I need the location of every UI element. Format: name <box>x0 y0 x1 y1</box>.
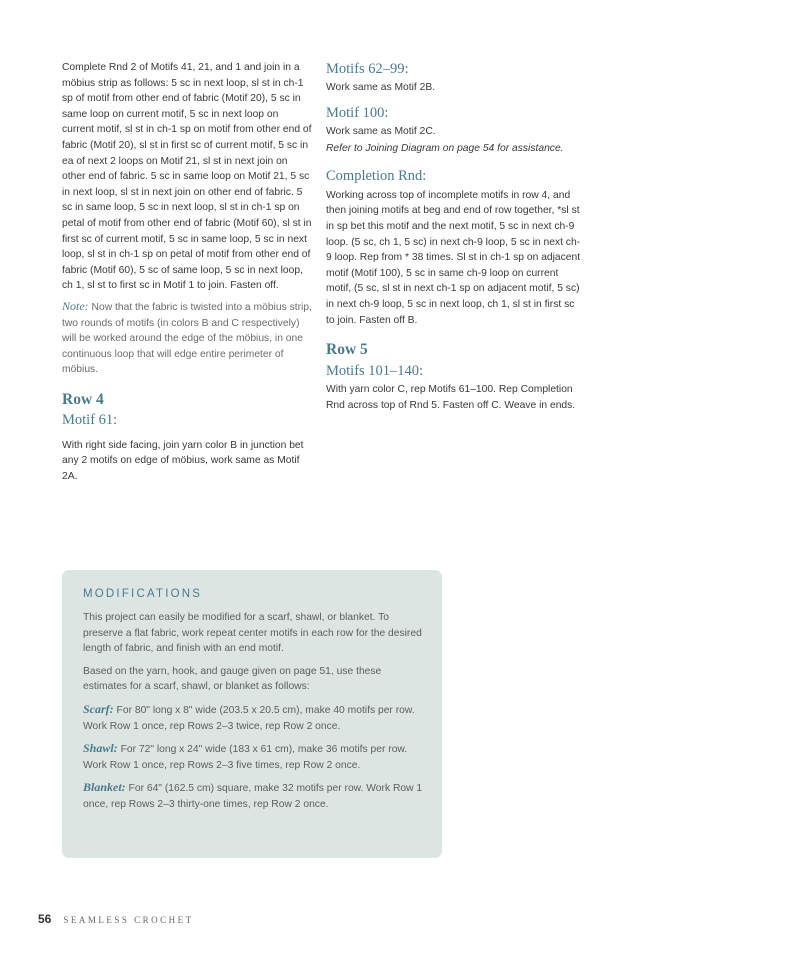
motifs62-heading: Motifs 62–99: <box>326 61 409 77</box>
blanket-text: For 64" (162.5 cm) square, make 32 motifs per row. Work Row 1 once, rep Rows 2–3 thirty-one times, rep Row 2 once. <box>83 783 423 810</box>
shawl-text: For 72" long x 24" wide (183 x 61 cm), make 36 motifs per row. Work Row 1 once, rep Rows 2–3 five times, rep Row 2 once. <box>83 744 408 771</box>
running-title: SEAMLESS CROCHET <box>63 915 194 925</box>
sidebar-paragraph-intro: This project can easily be modified for a scarf, shawl, or blanket. To preserve a flat fabric, work repeat center motifs in each row for the desired length of fabric, and finish with an end motif. <box>83 612 422 655</box>
motif61-heading: Motif 61: <box>62 411 118 428</box>
motifs101-text: With yarn color C, rep Motifs 61–100. Rep Completion Rnd across top of Rnd 5. Fasten off C. Weave in ends. <box>326 384 576 411</box>
page-footer <box>38 912 194 926</box>
motif100-heading: Motif 100: <box>326 104 389 121</box>
row4-heading: Row 4 <box>62 390 104 408</box>
note-text: Now that the fabric is twisted into a möbius strip, two rounds of motifs (in colors B and C respectively) will be worked around the edge of the möbius, in one continuous loop that will edge entire perimeter of möbius. <box>62 301 312 376</box>
blanket-label: Blanket: <box>83 780 126 795</box>
scarf-paragraph <box>83 702 426 734</box>
motifs101-heading: Motifs 101–140: <box>326 363 424 380</box>
intro-paragraph: Complete Rnd 2 of Motifs 41, 21, and 1 and join in a möbius strip as follows: 5 sc in next loop, sl st in ch-1 sp of motif from other end of fabric (Motif 20), 5 sc in same loop on current motif, 5 sc in next loop on current motif, sl st in ch-1 sp on motif from other end of fabric (Motif 20), sl st in first sc of current motif, 5 sc in ea of next 2 loops on Motif 21, sl st in next join on other end of fabric. 5 sc in same loop on Motif 21, 5 sc in next loop, sl st in next join on other end of fabric. 5 sc in same loop, 5 sc in next loop, sl st in ch-1 sp on petal of motif from other end of fabric (Motif 60), sl st in first sc of current motif, 5 sc in same loop, 5 sc in next loop, sl st in ch-1 sp on petal of motif from other end of fabric (Motif 60), 5 sc of same loop, 5 sc in next loop, ch 1, sl st to first sc in Motif 1 to join. Fasten off. <box>62 62 312 292</box>
right-column <box>326 60 581 413</box>
motif100-text: Work same as Motif 2C. <box>326 125 436 137</box>
row5-heading: Row 5 <box>326 341 368 359</box>
completion-text: Working across top of incomplete motifs in row 4, and then joining motifs at beg and end of row together, *sl st in sp bet this motif and the next motif, 5 sc in next ch-9 loop. (5 sc, ch 1, 5 sc) in next ch-9 loop, 5 sc in next ch-9 loop. Rep from * 38 times. Sl st in ch-1 sp on adjacent motif (Motif 100), 5 sc in same ch-9 loop on current motif, (5 sc, sl st in next ch-1 sp on adjacent motif, 5 sc) in next ch-9 loop, 5 sc in next loop, ch 1, sl st in first sc to join. Fasten off B. <box>326 189 581 326</box>
left-column <box>62 60 313 485</box>
note-label: Note: <box>62 298 89 313</box>
scarf-text: For 80" long x 8" wide (203.5 x 20.5 cm), make 40 motifs per row. Work Row 1 once, rep Rows 2–3 twice, rep Row 2 once. <box>83 704 415 732</box>
page-number: 56 <box>38 912 52 926</box>
modifications-sidebar <box>62 570 442 858</box>
sidebar-title: MODIFICATIONS <box>83 588 203 600</box>
completion-heading: Completion Rnd: <box>326 167 427 184</box>
scarf-label: Scarf: <box>83 701 114 716</box>
shawl-paragraph <box>83 741 426 773</box>
motifs62-text: Work same as Motif 2B. <box>326 82 436 93</box>
blanket-paragraph <box>83 780 426 812</box>
sidebar-paragraph-estimates: Based on the yarn, hook, and gauge given on page 51, use these estimates for a scarf, shawl, or blanket as follows: <box>83 665 382 693</box>
shawl-label: Shawl: <box>83 741 118 756</box>
refer-text: Refer to Joining Diagram on page 54 for assistance. <box>326 143 564 155</box>
motif61-text: With right side facing, join yarn color B in junction bet any 2 motifs on edge of möbius, work same as Motif 2A. <box>62 439 304 483</box>
note-paragraph <box>62 299 313 378</box>
